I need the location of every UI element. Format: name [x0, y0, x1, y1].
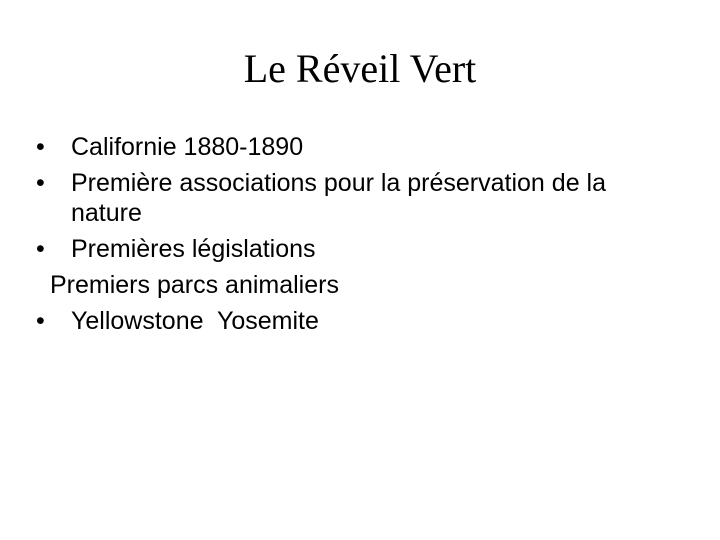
bullet-icon: • — [36, 169, 45, 197]
bullet-text: Californie 1880-1890 — [71, 133, 304, 161]
bullet-icon: • — [36, 235, 45, 263]
plain-line — [36, 270, 696, 300]
bullet-item — [36, 168, 671, 228]
slide-title: Le Réveil Vert — [243, 46, 477, 91]
bullet-icon: • — [36, 307, 45, 335]
bullet-icon: • — [36, 133, 45, 161]
bullet-text: Premières législations — [71, 235, 316, 263]
bullet-text: Yellowstone Yosemite — [71, 307, 319, 335]
bullet-list — [36, 132, 696, 342]
bullet-text: Première associations pour la préservation de la nature — [71, 169, 606, 227]
plain-line-text: Premiers parcs animaliers — [50, 271, 339, 299]
bullet-item — [36, 306, 696, 336]
bullet-item — [36, 234, 696, 264]
bullet-item — [36, 132, 696, 162]
